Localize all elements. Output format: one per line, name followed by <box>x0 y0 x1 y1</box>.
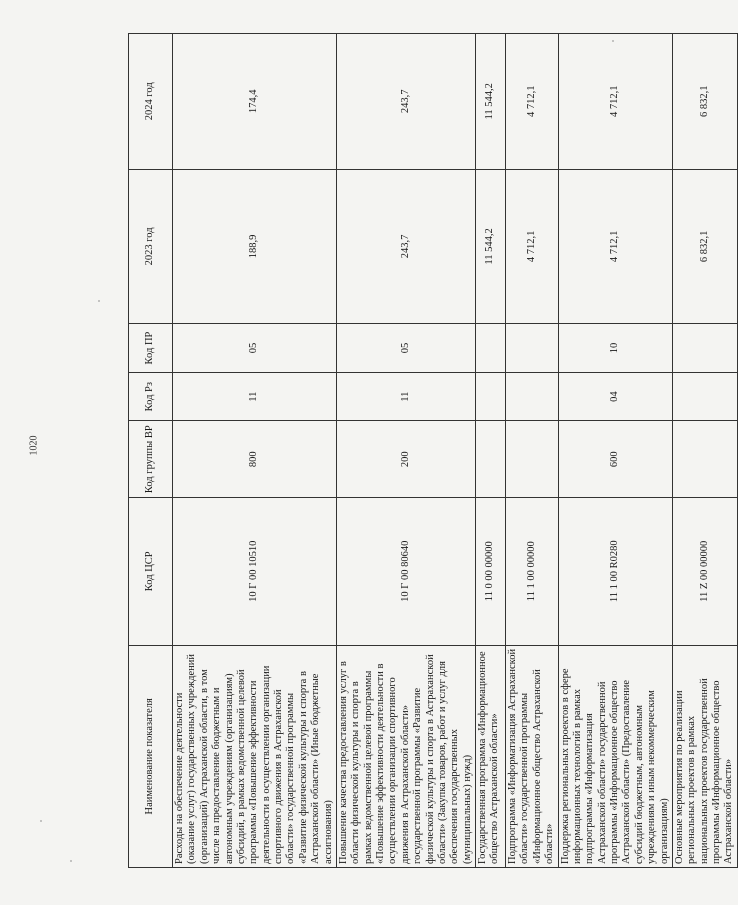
cell-name: Основные мероприятия по реализации региональных проектов в рамках национальных проектов государственной программы «Информационное общество Астраханской области» <box>672 645 737 867</box>
cell-vr <box>672 421 737 497</box>
table-row <box>173 34 337 868</box>
cell-rz: 11 <box>336 372 475 421</box>
cell-name: Государственная программа «Информационное общество Астраханской области» <box>476 645 506 867</box>
cell-2023: 243,7 <box>336 169 475 324</box>
table-header-row <box>129 34 173 868</box>
table-row <box>506 34 559 868</box>
cell-2024: 174,4 <box>173 34 337 170</box>
table-row <box>476 34 506 868</box>
cell-vr <box>506 421 559 497</box>
cell-vr <box>476 421 506 497</box>
cell-name: Расходы на обеспечение деятельности (оказание услуг) государственных учреждений (организаций) Астраханской области, в том числе на предоставление бюджетным и автономным учреждениям (организациям) субсидий, в рамках ведомственной целевой программы «Повышение эффективности деятельности в осуществлении организации спортивного движения в Астраханской области» государственной программы «Развитие физической культуры и спорта в Астраханской области» (Иные бюджетные ассигнования) <box>173 645 337 867</box>
cell-name: Повышение качества предоставления услуг в области физической культуры и спорта в рамках ведомственной целевой программы «Повышение эффективности деятельности в осуществлении организации спортивного движения в Астраханской области» государственной программы «Развитие физической культуры и спорта в Астраханской области» (Закупка товаров, работ и услуг для обеспечения государственных (муниципальных) нужд) <box>336 645 475 867</box>
cell-rz: 11 <box>173 372 337 421</box>
header-name: Наименование показателя <box>129 645 173 867</box>
header-2023: 2023 год <box>129 169 173 324</box>
cell-rz: 04 <box>558 372 672 421</box>
header-2024: 2024 год <box>129 34 173 170</box>
cell-vr: 200 <box>336 421 475 497</box>
cell-pr <box>506 324 559 373</box>
cell-pr: 10 <box>558 324 672 373</box>
cell-2023: 6 832,1 <box>672 169 737 324</box>
scan-speck <box>98 300 100 302</box>
cell-name: Подпрограмма «Информатизация Астраханской области» государственной программы «Информационное общество Астраханской области» <box>506 645 559 867</box>
header-csr: Код ЦСР <box>129 497 173 645</box>
cell-rz <box>672 372 737 421</box>
scan-speck <box>70 860 72 862</box>
scan-speck <box>40 820 42 822</box>
cell-2024: 4 712,1 <box>558 34 672 170</box>
cell-2024: 243,7 <box>336 34 475 170</box>
table-row <box>558 34 672 868</box>
cell-csr: 10 Г 00 80640 <box>336 497 475 645</box>
header-pr: Код ПР <box>129 324 173 373</box>
cell-csr: 11 0 00 00000 <box>476 497 506 645</box>
cell-csr: 11 1 00 R0280 <box>558 497 672 645</box>
cell-csr: 10 Г 00 10510 <box>173 497 337 645</box>
page-number: 1020 <box>28 435 40 456</box>
cell-2024: 11 544,2 <box>476 34 506 170</box>
table-row <box>672 34 737 868</box>
cell-pr <box>672 324 737 373</box>
cell-vr: 800 <box>173 421 337 497</box>
scan-speck <box>612 40 614 42</box>
cell-vr: 600 <box>558 421 672 497</box>
cell-csr: 11 1 00 00000 <box>506 497 559 645</box>
cell-rz <box>506 372 559 421</box>
cell-2023: 188,9 <box>173 169 337 324</box>
cell-pr <box>476 324 506 373</box>
budget-table <box>128 33 738 868</box>
header-rz: Код Рз <box>129 372 173 421</box>
cell-csr: 11 Z 00 00000 <box>672 497 737 645</box>
cell-name: Поддержка региональных проектов в сфере информационных технологий в рамках подпрограммы «Информатизация Астраханской области» государственной программы «Информационное общество Астраханской области» (Предоставление субсидий бюджетным, автономным учреждениям и иным некоммерческим организациям) <box>558 645 672 867</box>
cell-rz <box>476 372 506 421</box>
cell-2024: 6 832,1 <box>672 34 737 170</box>
cell-2023: 4 712,1 <box>558 169 672 324</box>
cell-2024: 4 712,1 <box>506 34 559 170</box>
header-vr: Код группы ВР <box>129 421 173 497</box>
cell-pr: 05 <box>173 324 337 373</box>
cell-pr: 05 <box>336 324 475 373</box>
budget-table-rotated <box>128 33 735 868</box>
cell-2023: 4 712,1 <box>506 169 559 324</box>
cell-2023: 11 544,2 <box>476 169 506 324</box>
table-row <box>336 34 475 868</box>
